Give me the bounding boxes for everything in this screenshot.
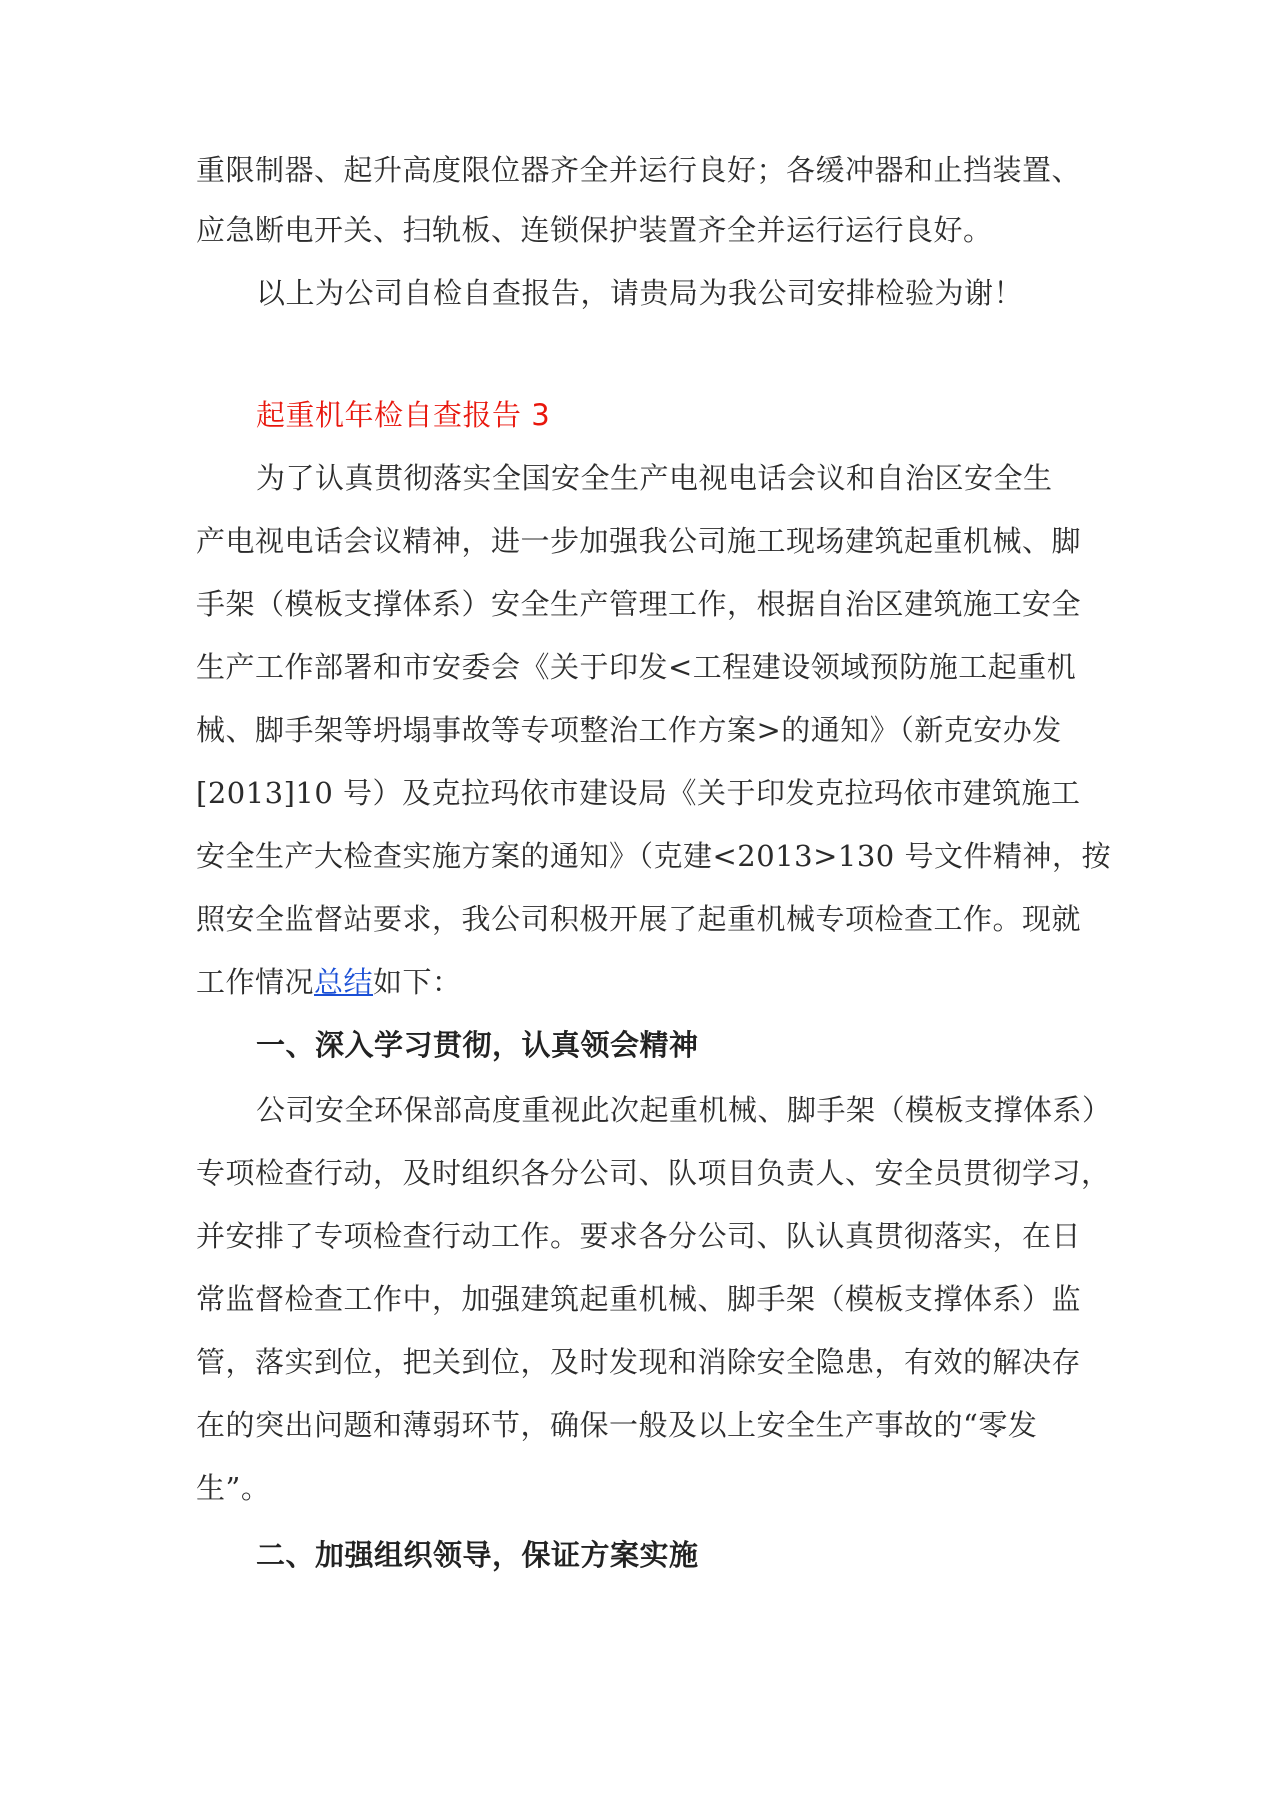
- body-line: 手架（模板支撑体系）安全生产管理工作，根据自治区建筑施工安全: [196, 587, 1082, 621]
- body-line: 在的突出问题和薄弱环节，确保一般及以上安全生产事故的“零发: [196, 1408, 1038, 1442]
- body-line: 公司安全环保部高度重视此次起重机械、脚手架（模板支撑体系）: [256, 1093, 1112, 1127]
- closing-line: 以上为公司自检自查报告，请贵局为我公司安排检验为谢！: [256, 276, 1024, 310]
- summary-link[interactable]: 总结: [314, 965, 374, 999]
- body-line: 重限制器、起升高度限位器齐全并运行良好；各缓冲器和止挡装置、: [196, 153, 1082, 187]
- body-line: 专项检查行动，及时组织各分公司、队项目负责人、安全员贯彻学习，: [196, 1156, 1111, 1190]
- body-line: 械、脚手架等坍塌事故等专项整治工作方案>的通知》（新克安办发: [196, 713, 1062, 747]
- body-line: 产电视电话会议精神，进一步加强我公司施工现场建筑起重机械、脚: [196, 524, 1082, 558]
- body-line: 安全生产大检查实施方案的通知》（克建<2013>130 号文件精神，按: [196, 839, 1111, 873]
- body-line: 应急断电开关、扫轨板、连锁保护装置齐全并运行运行良好。: [196, 213, 993, 247]
- summary-line-after: 如下：: [373, 965, 462, 999]
- summary-line-before: 工作情况: [196, 965, 315, 999]
- body-line: 并安排了专项检查行动工作。要求各分公司、队认真贯彻落实，在日: [196, 1219, 1082, 1253]
- body-line: 生产工作部署和市安委会《关于印发<工程建设领域预防施工起重机: [196, 650, 1077, 684]
- body-line: 为了认真贯彻落实全国安全生产电视电话会议和自治区安全生: [256, 461, 1053, 495]
- section-heading-1: 一、深入学习贯彻，认真领会精神: [256, 1028, 699, 1062]
- body-line: [2013]10 号）及克拉玛依市建设局《关于印发克拉玛依市建筑施工: [196, 776, 1081, 810]
- body-line: 管，落实到位，把关到位，及时发现和消除安全隐患，有效的解决存: [196, 1345, 1082, 1379]
- section-heading-2: 二、加强组织领导，保证方案实施: [256, 1538, 699, 1572]
- report-title: 起重机年检自查报告 3: [256, 398, 551, 432]
- body-line: 常监督检查工作中，加强建筑起重机械、脚手架（模板支撑体系）监: [196, 1282, 1082, 1316]
- body-line: 照安全监督站要求，我公司积极开展了起重机械专项检查工作。现就: [196, 902, 1082, 936]
- body-line: 生”。: [196, 1471, 271, 1505]
- summary-line: [196, 962, 1096, 1002]
